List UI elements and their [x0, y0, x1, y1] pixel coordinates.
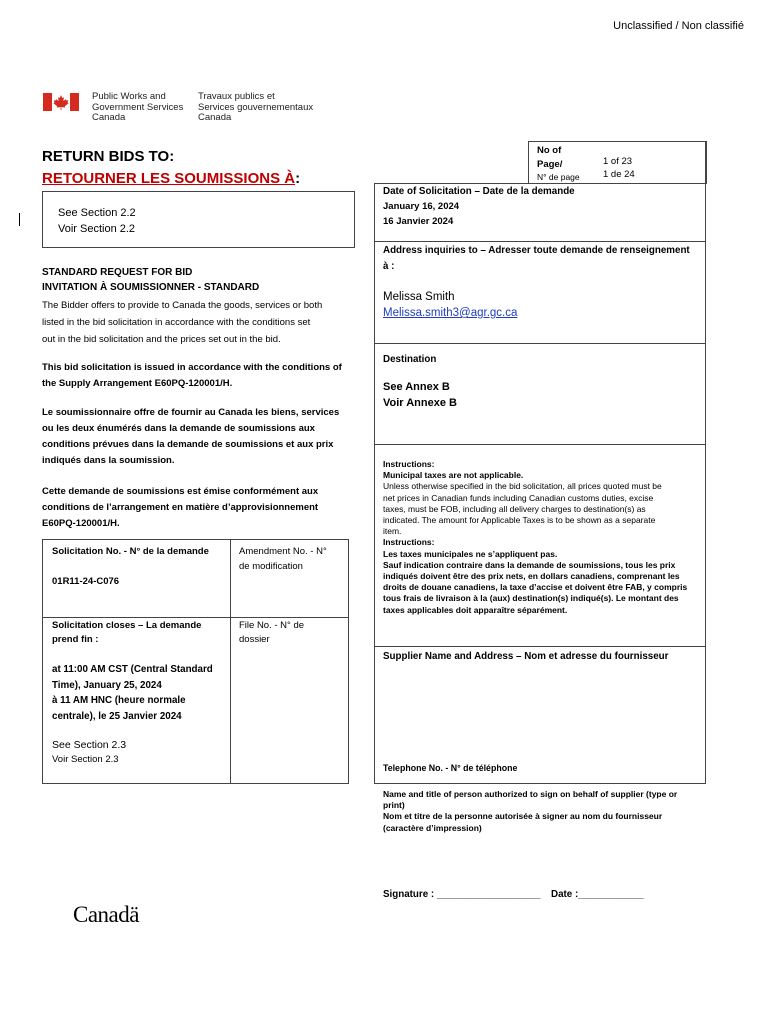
file-number-label: File No. - N° de [239, 620, 305, 631]
instructions-block [383, 459, 701, 616]
return-bids-heading-fr: RETOURNER LES SOUMISSIONS À: [42, 170, 301, 187]
destination-value-fr: Voir Annexe B [383, 397, 457, 409]
closing-see-section: See Section 2.3 [52, 739, 127, 751]
divider [42, 617, 348, 618]
divider [230, 539, 231, 617]
supplier-label: Supplier Name and Address – Nom et adresse du fournisseur [383, 651, 669, 662]
standard-request-title: STANDARD REQUEST FOR BID [42, 267, 193, 278]
instruction-line: indiqués doivent être des prix nets, en dollars canadiens, comprenant les [383, 571, 680, 582]
supply-arrangement-paragraph-fr: Cette demande de soumissions est émise conformément aux conditions de l’arrangement en matière d’approvisionnement E60PQ-120001/H. [42, 486, 319, 529]
inquiries-label: Address inquiries to – Adresser toute demande de renseignement [383, 245, 690, 256]
amendment-number-label: Amendment No. - N° [239, 546, 327, 557]
divider [374, 343, 706, 344]
date-value-en: January 16, 2024 [383, 201, 460, 212]
classification-label: Unclassified / Non classifié [613, 20, 744, 32]
closing-see-section-fr: Voir Section 2.3 [52, 754, 119, 765]
page-number-box: No of Page/ N° de page 1 of 23 1 de 24 [528, 141, 707, 184]
department-name-fr: Travaux publics et Services gouvernementaux Canada [198, 91, 314, 123]
solicitation-number-label: Solicitation No. - N° de la demande [52, 546, 209, 557]
instruction-line: net prices in Canadian funds including Canadian customs duties, excise [383, 492, 654, 503]
divider [374, 444, 706, 445]
instruction-line: Sauf indication contraire dans la demande de soumissions, tous les prix [383, 559, 676, 570]
divider [374, 183, 375, 783]
divider [42, 539, 348, 540]
bidder-offer-paragraph: The Bidder offers to provide to Canada the goods, services or both listed in the bid solicitation in accordance with the conditions set out in the bid solicitation and the prices set out in the bid. [42, 300, 323, 345]
closing-label-2: prend fin : [52, 634, 99, 645]
instruction-line: Instructions: [383, 537, 435, 548]
file-number-label-2: dossier [239, 634, 270, 645]
instruction-line: item. [383, 526, 402, 537]
divider [705, 141, 706, 783]
destination-label: Destination [383, 354, 437, 365]
instruction-line: tous frais de livraison à la (aux) destination(s) indiqué(s). Le montant des [383, 593, 679, 604]
divider [374, 183, 706, 184]
supply-arrangement-paragraph: This bid solicitation is issued in accordance with the conditions of the Supply Arrangement E60PQ-120001/H. [42, 362, 342, 389]
closing-datetime: at 11:00 AM CST (Central Standard Time), January 25, 2024 à 11 AM HNC (heure normale centrale), le 25 Janvier 2024 [52, 664, 213, 722]
instruction-line: Municipal taxes are not applicable. [383, 470, 524, 481]
return-bids-box: See Section 2.2 Voir Section 2.2 [42, 191, 355, 248]
department-name-en: Public Works and Government Services Canada [92, 91, 184, 123]
solicitation-number-value: 01R11-24-C076 [52, 576, 120, 587]
closing-label: Solicitation closes – La demande [52, 620, 202, 631]
telephone-label: Telephone No. - N° de téléphone [383, 763, 518, 773]
divider [374, 783, 706, 784]
instruction-line: droits de douane canadiens, la taxe d’accise et doivent être FAB, y compris [383, 582, 688, 593]
contact-name: Melissa Smith [383, 291, 455, 303]
signature-field[interactable]: Signature : ___________________ [383, 889, 541, 900]
amendment-number-label-2: de modification [239, 561, 303, 572]
date-value-fr: 16 Janvier 2024 [383, 216, 454, 227]
destination-value-en: See Annex B [383, 381, 450, 393]
instruction-line: taxes, must be FOB, including all delivery charges to destination(s) as [383, 503, 646, 514]
inquiries-label-2: à : [383, 261, 395, 272]
divider [374, 646, 706, 647]
date-field[interactable]: Date :____________ [551, 889, 644, 900]
bidder-offer-paragraph-fr: Le soumissionnaire offre de fournir au Canada les biens, services ou les deux énumérés dans la demande de soumissions aux conditions prévues dans la demande de soumissions et aux prix indiqués dans la soumission. [42, 407, 340, 466]
instruction-line: indicated. The amount for Applicable Taxes is to be shown as a separate [383, 515, 656, 526]
contact-email-link[interactable]: Melissa.smith3@agr.gc.ca [383, 307, 518, 319]
instruction-line: Les taxes municipales ne s’appliquent pas. [383, 548, 558, 559]
instruction-line: Instructions: [383, 459, 435, 469]
instruction-line: taxes applicables doit apparaître séparément. [383, 604, 568, 615]
return-bids-heading: RETURN BIDS TO: [42, 148, 175, 165]
instruction-line: Unless otherwise specified in the bid solicitation, all prices quoted must be [383, 481, 662, 492]
canada-wordmark-logo: Canadä [73, 902, 139, 927]
standard-request-title-fr: INVITATION À SOUMISSIONNER - STANDARD [42, 282, 260, 293]
authorized-person-label: Name and title of person authorized to sign on behalf of supplier (type or print) Nom et titre de la personne autorisée à signer au nom du fournisseur (caractère d’impression) [383, 789, 678, 833]
canada-flag-icon [43, 93, 79, 111]
text-cursor [19, 213, 20, 226]
date-label: Date of Solicitation – Date de la demande [383, 186, 575, 197]
divider [374, 241, 706, 242]
